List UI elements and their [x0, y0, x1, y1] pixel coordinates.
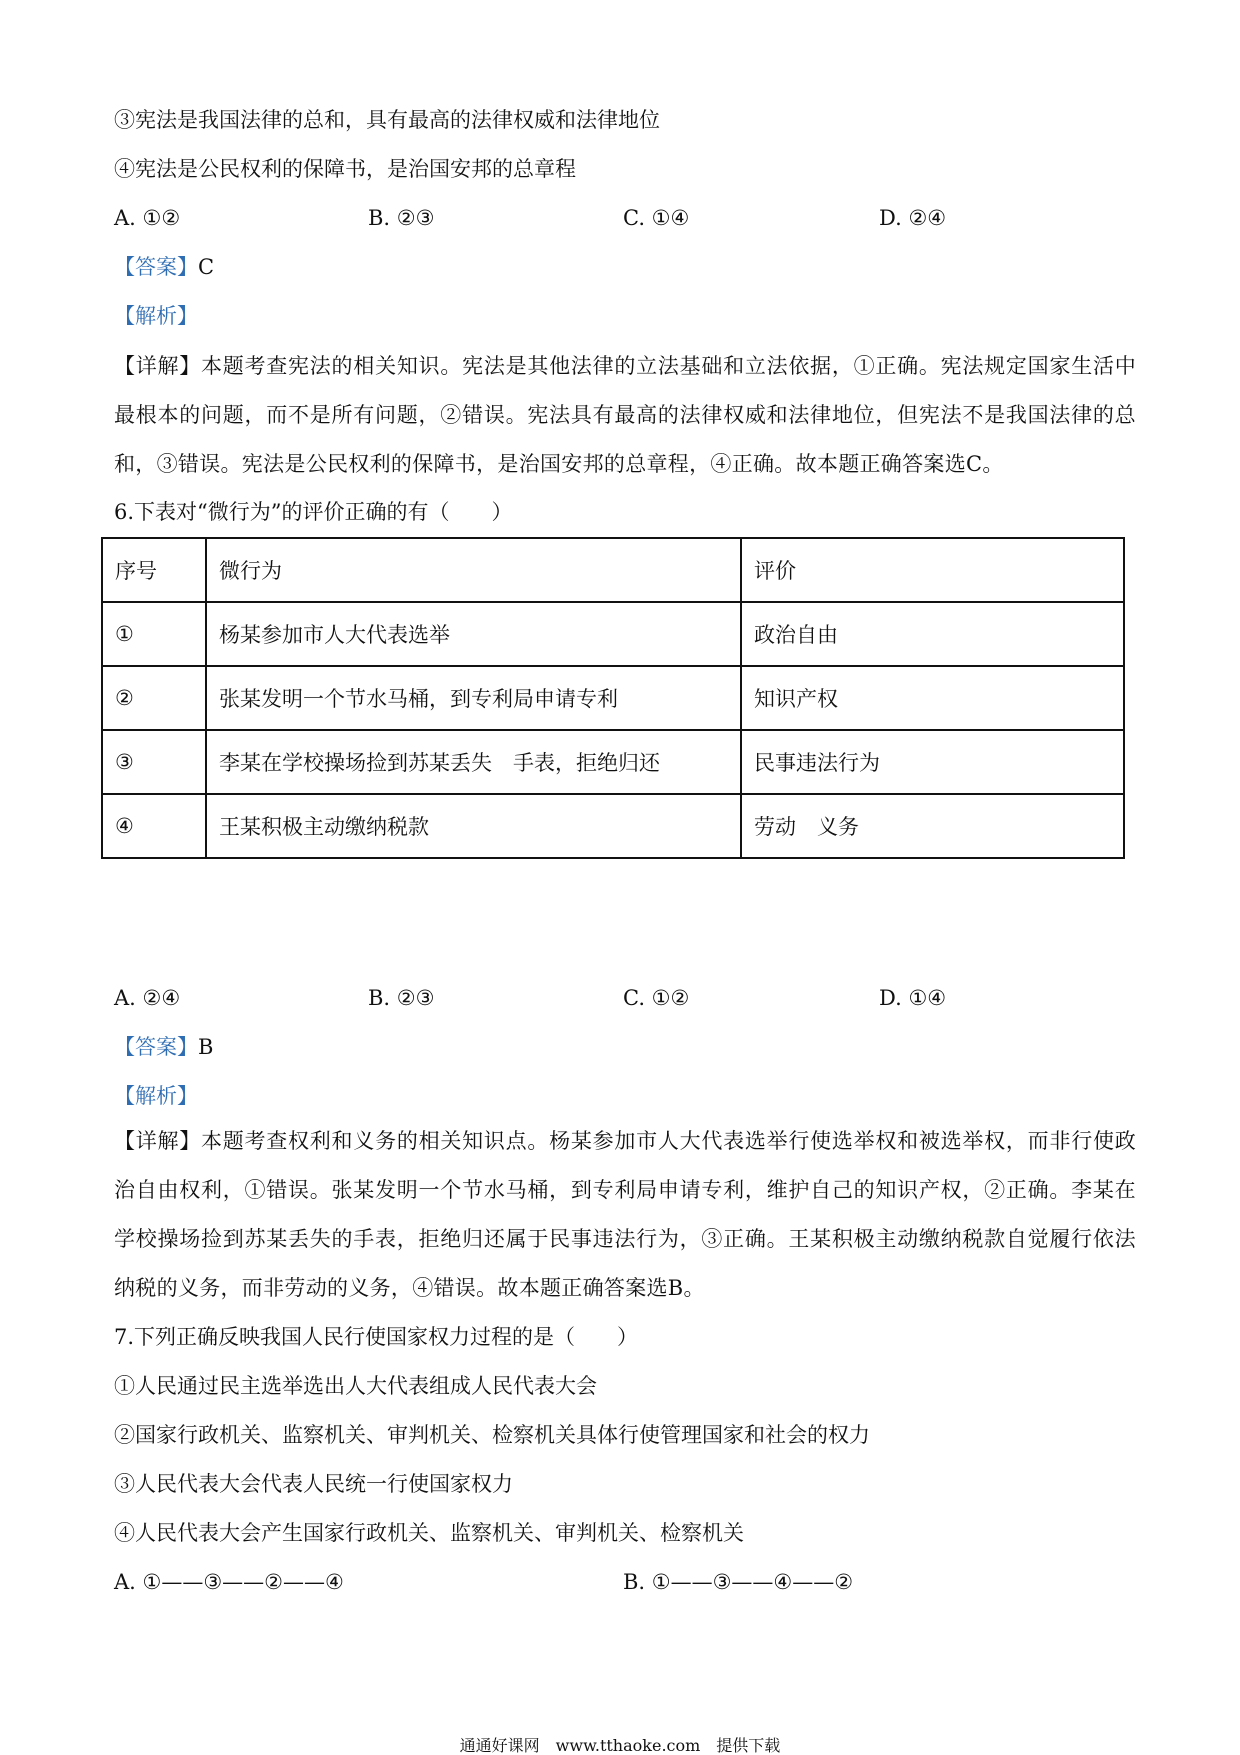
table-header-cell: 评价	[741, 538, 1124, 602]
q6-analysis-label: 【解析】	[114, 1084, 198, 1108]
q7-item-3: ③人民代表大会代表人民统一行使国家权力	[114, 1472, 513, 1496]
table-cell: 杨某参加市人大代表选举	[206, 602, 741, 666]
table-cell: 张某发明一个节水马桶，到专利局申请专利	[206, 666, 741, 730]
q5-option-b: B. ②③	[368, 206, 435, 230]
q6-option-a: A. ②④	[114, 986, 181, 1010]
answer-value: C	[198, 255, 215, 279]
q5-analysis-label: 【解析】	[114, 304, 198, 328]
q5-answer	[114, 253, 214, 281]
table-cell: ①	[102, 602, 206, 666]
page-footer: 通通好课网 www.tthaoke.com 提供下载	[459, 1736, 781, 1755]
q7-option-b: B. ①——③——④——②	[623, 1570, 854, 1594]
q7-stem: 7.下列正确反映我国人民行使国家权力过程的是（ ）	[114, 1325, 639, 1349]
q6-answer	[114, 1033, 213, 1061]
table-cell: ④	[102, 794, 206, 858]
table-cell: 王某积极主动缴纳税款	[206, 794, 741, 858]
table-row	[102, 602, 1124, 666]
table-header-row	[102, 538, 1124, 602]
table-cell: ②	[102, 666, 206, 730]
detail-label: 【详解】	[114, 354, 202, 378]
table-row	[102, 794, 1124, 858]
q7-item-4: ④人民代表大会产生国家行政机关、监察机关、审判机关、检察机关	[114, 1521, 744, 1545]
q6-table	[101, 537, 1125, 859]
q7-option-a: A. ①——③——②——④	[114, 1570, 344, 1594]
detail-text: 本题考查权利和义务的相关知识点。杨某参加市人大代表选举行使选举权和被选举权，而非行使政治自由权利，①错误。张某发明一个节水马桶，到专利局申请专利，维护自己的知识产权，②正确。李某在学校操场捡到苏某丢失的手表，拒绝归还属于民事违法行为，③正确。王某积极主动缴纳税款自觉履行依法纳税的义务，而非劳动的义务，④错误。故本题正确答案选B。	[114, 1129, 1137, 1300]
table-cell: 民事违法行为	[741, 730, 1124, 794]
table-cell: 政治自由	[741, 602, 1124, 666]
q6-option-b: B. ②③	[368, 986, 435, 1010]
detail-label: 【详解】	[114, 1129, 202, 1153]
q5-option-c: C. ①④	[623, 206, 690, 230]
q6-stem: 6.下表对“微行为”的评价正确的有（ ）	[114, 500, 513, 524]
q5-option-d: D. ②④	[879, 206, 947, 230]
answer-label: 【答案】	[114, 1035, 198, 1059]
q6-detail	[114, 1117, 1136, 1313]
q5-option-a: A. ①②	[114, 206, 181, 230]
q6-option-c: C. ①②	[623, 986, 690, 1010]
detail-text: 本题考查宪法的相关知识。宪法是其他法律的立法基础和立法依据，①正确。宪法规定国家生活中最根本的问题，而不是所有问题，②错误。宪法具有最高的法律权威和法律地位，但宪法不是我国法律的总和，③错误。宪法是公民权利的保障书，是治国安邦的总章程，④正确。故本题正确答案选C。	[114, 354, 1137, 476]
table-header-cell: 微行为	[206, 538, 741, 602]
q6-option-d: D. ①④	[879, 986, 947, 1010]
table-cell: 劳动 义务	[741, 794, 1124, 858]
answer-label: 【答案】	[114, 255, 198, 279]
q7-item-2: ②国家行政机关、监察机关、审判机关、检察机关具体行使管理国家和社会的权力	[114, 1423, 870, 1447]
q5-item-3: ③宪法是我国法律的总和，具有最高的法律权威和法律地位	[114, 108, 660, 132]
q5-detail	[114, 342, 1136, 489]
table-cell: ③	[102, 730, 206, 794]
answer-value: B	[198, 1035, 214, 1059]
table-row	[102, 666, 1124, 730]
q7-item-1: ①人民通过民主选举选出人大代表组成人民代表大会	[114, 1374, 597, 1398]
q5-item-4: ④宪法是公民权利的保障书，是治国安邦的总章程	[114, 157, 576, 181]
table-row	[102, 730, 1124, 794]
table-cell: 知识产权	[741, 666, 1124, 730]
table-header-cell: 序号	[102, 538, 206, 602]
table-cell: 李某在学校操场捡到苏某丢失 手表，拒绝归还	[206, 730, 741, 794]
